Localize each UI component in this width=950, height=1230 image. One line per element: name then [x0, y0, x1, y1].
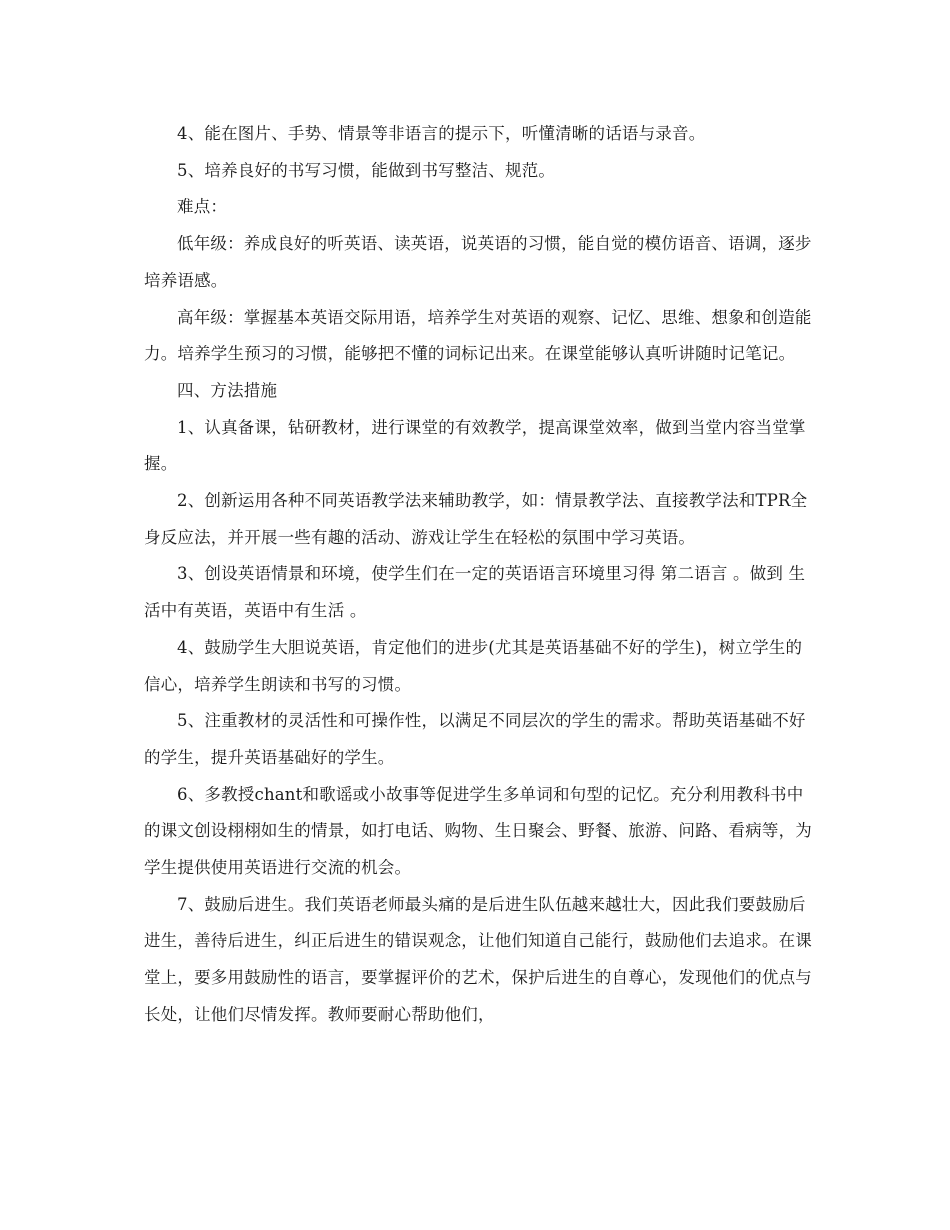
- paragraph-method-6: 6、多教授chant和歌谣或小故事等促进学生多单词和句型的记忆。充分利用教科书中的课文创设栩栩如生的情景，如打电话、购物、生日聚会、野餐、旅游、问路、看病等，为学生提供使用英语进行交流的机会。: [144, 784, 812, 878]
- section-heading-methods: 四、方法措施: [177, 380, 278, 400]
- paragraph-method-1: 1、认真备课，钻研教材，进行课堂的有效教学，提高课堂效率，做到当堂内容当堂掌握。: [144, 417, 806, 474]
- paragraph-lower-grade: 低年级：养成良好的听英语、读英语，说英语的习惯，能自觉的模仿语音、语调，逐步培养语感。: [144, 234, 812, 290]
- paragraph-writing-item-5: 5、培养良好的书写习惯，能做到书写整洁、规范。: [177, 160, 556, 180]
- paragraph-method-5: 5、注重教材的灵活性和可操作性，以满足不同层次的学生的需求。帮助英语基础不好的学生，提升英语基础好的学生。: [144, 711, 806, 767]
- paragraph-method-3: 3、创设英语情景和环境，使学生们在一定的英语语言环境里习得 第二语言 。做到 生活中有英语，英语中有生活 。: [144, 564, 806, 621]
- paragraph-difficulties-heading: 难点：: [177, 197, 228, 217]
- paragraph-method-7: 7、鼓励后进生。我们英语老师最头痛的是后进生队伍越来越壮大，因此我们要鼓励后进生，善待后进生，纠正后进生的错误观念，让他们知道自己能行，鼓励他们去追求。在课堂上，要多用鼓励性的语言，要掌握评价的艺术，保护后进生的自尊心，发现他们的优点与长处，让他们尽情发挥。教师要耐心帮助他们，: [144, 894, 812, 1024]
- paragraph-method-4: 4、鼓励学生大胆说英语，肯定他们的进步(尤其是英语基础不好的学生)，树立学生的信心，培养学生朗读和书写的习惯。: [144, 637, 803, 694]
- paragraph-upper-grade: 高年级：掌握基本英语交际用语，培养学生对英语的观察、记忆、思维、想象和创造能力。培养学生预习的习惯，能够把不懂的词标记出来。在课堂能够认真听讲随时记笔记。: [144, 307, 812, 364]
- document-body: [144, 116, 814, 1034]
- paragraph-listening-item-4: 4、能在图片、手势、情景等非语言的提示下，听懂清晰的话语与录音。: [177, 124, 706, 143]
- paragraph-method-2: 2、创新运用各种不同英语教学法来辅助教学，如：情景教学法、直接教学法和TPR全身反应法，并开展一些有趣的活动、游戏让学生在轻松的氛围中学习英语。: [144, 491, 808, 547]
